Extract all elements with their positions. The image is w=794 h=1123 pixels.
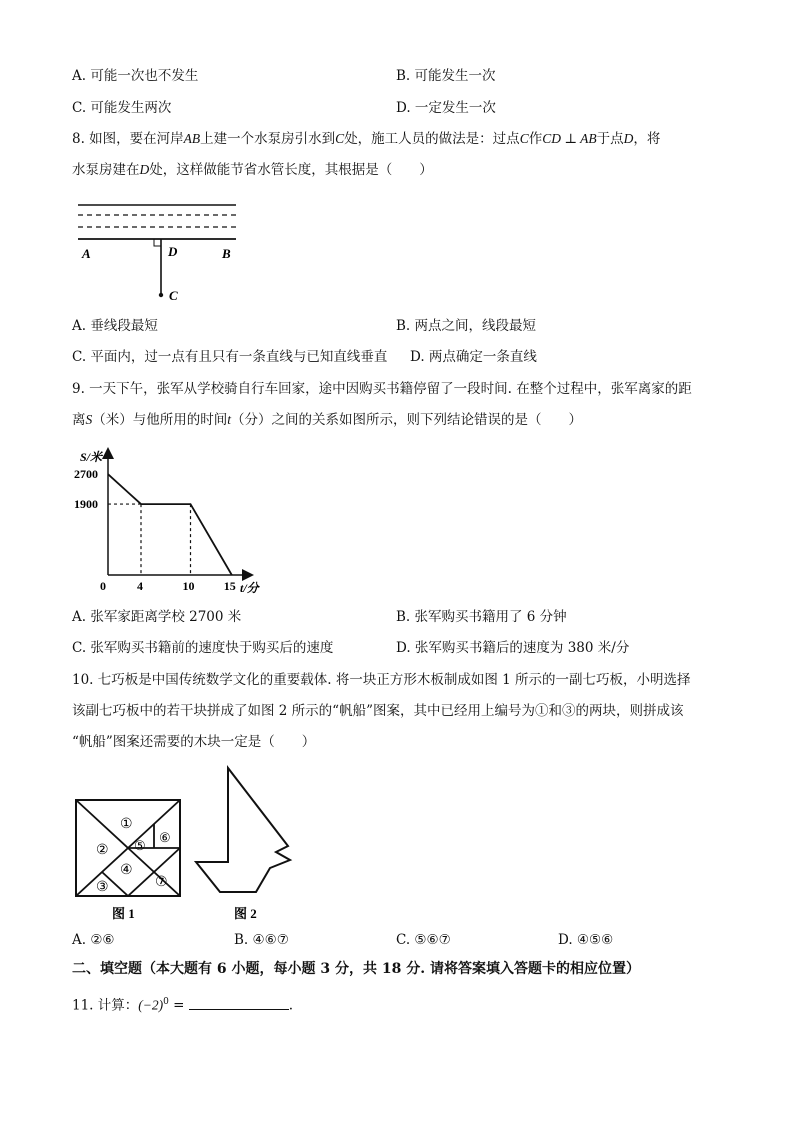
q8-stem-line1 (72, 130, 660, 148)
q8-text: 上建一个水泵房引水到 (200, 131, 336, 147)
q8-river-figure (72, 195, 252, 305)
x-tick-label-4: 4 (137, 579, 143, 593)
q8-math-ab: AB (183, 131, 201, 146)
q10-option-d: D. ④⑤⑥ (558, 932, 614, 948)
q9-stem-line2 (72, 411, 582, 429)
q11-stem (72, 993, 293, 1015)
q8-text: 处，施工人员的做法是：过点 (344, 131, 520, 147)
q10-option-b: B. ④⑥⑦ (234, 932, 289, 948)
q7-option-d: D. 一定发生一次 (396, 100, 496, 116)
fig-label-b: B (222, 246, 231, 261)
q8-option-b: B. 两点之间，线段最短 (396, 318, 537, 334)
piece-label-2: ② (96, 843, 109, 858)
q8-math-cd-perp-ab: CD ⊥ AB (542, 131, 597, 146)
x-tick-label-10: 10 (182, 579, 195, 593)
q8-math-c: C (335, 131, 345, 146)
sailboat-outline (196, 768, 290, 892)
q10-figure-2-sailboat (190, 764, 300, 924)
point-c (159, 293, 163, 297)
x-tick-label-15: 15 (223, 579, 236, 593)
q10-stem-line3: “帆船”图案还需要的木块一定是（ ） (72, 734, 316, 750)
q8-option-d: D. 两点确定一条直线 (410, 349, 537, 365)
q10-figure-1-tangram (74, 798, 184, 923)
q9-text: 离 (72, 412, 86, 428)
q9-math-t: t (227, 412, 232, 427)
fig-label-a: A (82, 246, 91, 261)
fig-label-c: C (169, 288, 178, 303)
piece-label-4: ④ (120, 863, 133, 878)
y-tick-label-1900: 1900 (74, 497, 98, 512)
q8-stem-line2 (72, 161, 433, 179)
q9-text: （分）之间的关系如图所示，则下列结论错误的是（ ） (231, 412, 583, 428)
piece-label-1: ① (120, 817, 133, 832)
q11-equals: = (168, 997, 189, 1014)
q8-math-c: C (519, 131, 529, 146)
q7-option-a: A. 可能一次也不发生 (72, 68, 199, 84)
q11-exponent: 0 (163, 997, 169, 1007)
figure-1-label: 图 1 (112, 906, 135, 921)
q11-answer-blank[interactable] (189, 995, 289, 1010)
tick-labels (74, 467, 236, 593)
series-s-line (108, 474, 232, 575)
piece-label-5: ⑤ (134, 838, 146, 853)
x-tick-label-0: 0 (100, 579, 106, 593)
q9-text: （米）与他所用的时间 (92, 412, 228, 428)
q8-text: ，将 (633, 131, 661, 147)
q10-option-a: A. ②⑥ (72, 932, 115, 948)
right-angle-mark (154, 239, 161, 246)
q8-text: 作 (528, 131, 543, 147)
q7-option-c: C. 可能发生两次 (72, 100, 172, 116)
q9-option-b: B. 张军购买书籍用了 6 分钟 (396, 609, 567, 625)
piece-label-7: ⑦ (155, 875, 168, 890)
q8-text: 处，这样做能节省水管长度，其根据是（ ） (149, 162, 433, 178)
q9-stem-line1: 9. 一天下午，张军从学校骑自行车回家，途中因购买书籍停留了一段时间. 在整个过程中，张军离家的距 (72, 381, 692, 397)
piece-label-6: ⑥ (159, 830, 171, 845)
q8-text: 8. 如图，要在河岸 (72, 131, 184, 147)
section-2-heading: 二、填空题（本大题有 6 小题，每小题 3 分，共 18 分. 请将答案填入答题卡的相应位置） (72, 961, 640, 977)
q7-option-b: B. 可能发生一次 (396, 68, 496, 84)
q11-period: . (288, 997, 294, 1014)
q8-math-d: D (623, 131, 634, 146)
q8-option-a: A. 垂线段最短 (72, 318, 158, 334)
q10-stem-line1: 10. 七巧板是中国传统数学文化的重要载体. 将一块正方形木板制成如图 1 所示的一副七巧板，小明选择 (72, 672, 691, 688)
q9-option-c: C. 张军购买书籍前的速度快于购买后的速度 (72, 640, 334, 656)
q9-distance-time-chart (72, 445, 272, 595)
q10-option-c: C. ⑤⑥⑦ (396, 932, 451, 948)
q8-option-c: C. 平面内，过一点有且只有一条直线与已知直线垂直 (72, 349, 388, 365)
x-axis-label: t/分 (240, 581, 259, 595)
q11-expression: (−2) (138, 997, 164, 1013)
q9-option-a: A. 张军家距离学校 2700 米 (72, 609, 242, 625)
q11-text: 11. 计算： (72, 997, 139, 1014)
piece-label-3: ③ (96, 880, 109, 895)
q9-option-d: D. 张军购买书籍后的速度为 380 米/分 (396, 640, 630, 656)
q10-stem-line2: 该副七巧板中的若干块拼成了如图 2 所示的“帆船”图案，其中已经用上编号为①和③的两块，则拼成该 (72, 703, 684, 719)
q8-text: 于点 (596, 131, 624, 147)
q8-text: 水泵房建在 (72, 162, 140, 178)
y-tick-label-2700: 2700 (74, 467, 98, 482)
y-axis-label: S/米 (80, 450, 103, 464)
guide-lines (108, 504, 191, 575)
figure-2-label: 图 2 (234, 906, 257, 921)
q9-math-s: S (85, 412, 93, 427)
fig-label-d: D (168, 244, 178, 259)
q8-math-d: D (139, 162, 150, 177)
